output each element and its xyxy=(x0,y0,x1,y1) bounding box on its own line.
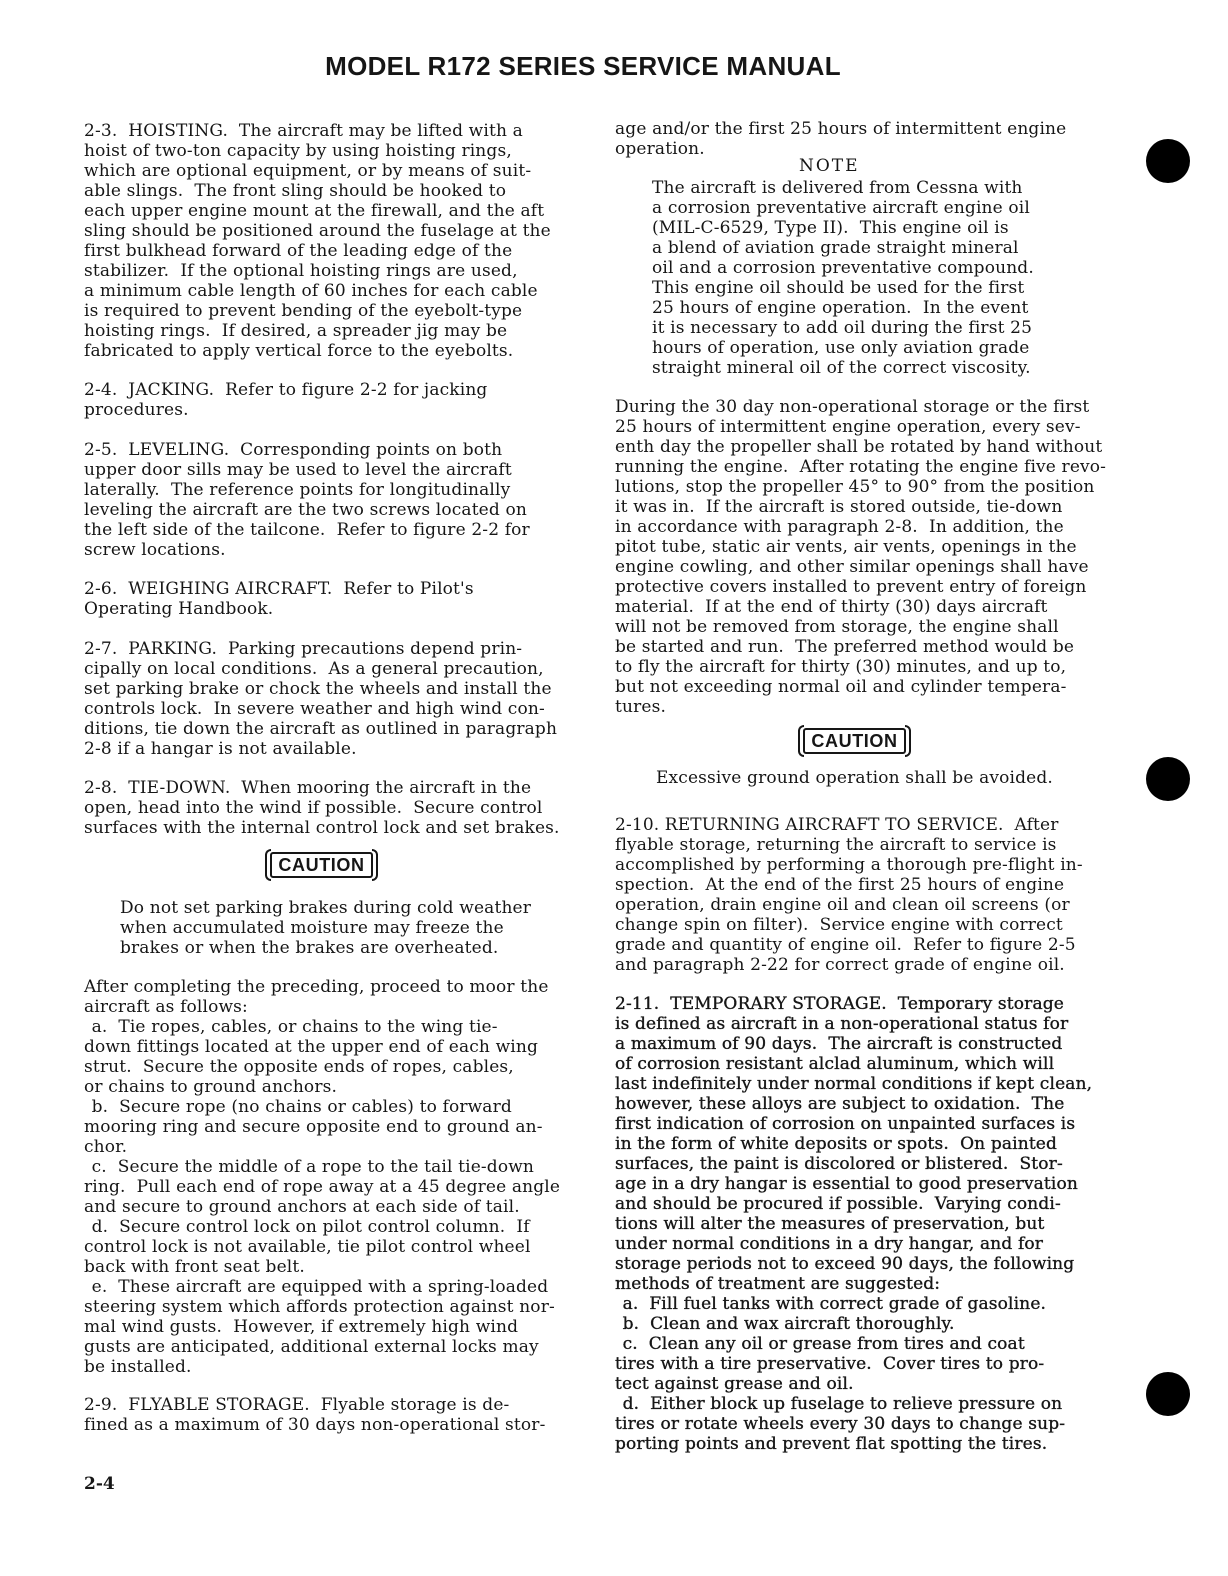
section-number: 2-5. xyxy=(84,440,118,460)
section-text: Flyable storage is de- fined as a maximum of 30 days non-operational stor- xyxy=(84,1395,546,1435)
section-title: HOISTING. xyxy=(128,121,229,141)
caution-text-body: Do not set parking brakes during cold weather when accumulated moisture may freeze the brakes or when the brakes are overheated. xyxy=(120,898,532,958)
section-title: FLYABLE STORAGE. xyxy=(128,1395,310,1415)
section-tie-down xyxy=(84,778,584,838)
punch-hole xyxy=(1146,757,1190,801)
list-item xyxy=(84,1097,584,1157)
mooring-procedure xyxy=(84,977,584,1377)
section-jacking xyxy=(84,380,584,420)
section-title: LEVELING. xyxy=(128,440,230,460)
section-number: 2-3. xyxy=(84,121,118,141)
step-text: Secure the middle of a rope to the tail tie-down ring. Pull each end of rope away at a 45 degree angle and secure to ground anchors at each side of tail. xyxy=(84,1157,561,1217)
step-letter: d. xyxy=(91,1217,109,1237)
caution-label: CAUTION xyxy=(270,852,373,878)
section-title: TIE-DOWN. xyxy=(128,778,231,798)
step-text: Either block up fuselage to relieve pressure on tires or rotate wheels every 30 days to change sup- porting points and prevent flat spotting the tires. xyxy=(615,1394,1066,1454)
section-text: After flyable storage, returning the aircraft to service is accomplished by performing a thorough pre-flight in- spection. At the end of the first 25 hours of engine operation, drain engine oil and clean oil screens (or change spin on filter). Service engine with correct grade and quantity of engine oil. Refer to figure 2-5 and paragraph 2-22 for correct grade of engine oil. xyxy=(615,815,1083,975)
flyable-storage-procedure xyxy=(615,397,1137,717)
list-item xyxy=(615,1394,1137,1454)
step-letter: c. xyxy=(91,1157,107,1177)
list-item xyxy=(615,1334,1137,1394)
section-number: 2-11. xyxy=(615,994,660,1014)
step-letter: b. xyxy=(622,1314,640,1334)
section-text: Temporary storage is defined as aircraft in a non-operational status for a maximum of 90 days. The aircraft is constructed of corrosion resistant alclad aluminum, which will last indefinitely under normal conditions if kept clean, however, these alloys are subject to oxidation. The first indication of corrosion on unpainted surfaces is in the form of white deposits or spots. On painted surfaces, the paint is discolored or blistered. Stor- age in a dry hangar is essential to good preservation and should be procured if possible. Varying condi- tions will alter the measures of preservation, but under normal conditions in a dry hangar, and for storage periods not to exceed 90 days, the following methods of treatment are suggested: xyxy=(615,994,1093,1294)
section-parking xyxy=(84,639,584,759)
step-text: Clean and wax aircraft thoroughly. xyxy=(650,1314,955,1334)
section-number: 2-8. xyxy=(84,778,118,798)
caution-label: CAUTION xyxy=(803,728,906,754)
section-text: Corresponding points on both upper door sills may be used to level the aircraft laterally. The reference points for longitudinally leveling the aircraft are the two screws located on the left side of the tailcone. Refer to figure 2-2 for screw locations. xyxy=(84,440,530,560)
section-body xyxy=(615,994,1137,1294)
section-number: 2-4. xyxy=(84,380,118,400)
step-letter: c. xyxy=(622,1334,638,1354)
section-text: Refer to Pilot's Operating Handbook. xyxy=(84,579,474,619)
section-text: Refer to figure 2-2 for jacking procedures. xyxy=(84,380,488,420)
caution-text xyxy=(656,768,1126,788)
section-title: PARKING. xyxy=(128,639,218,659)
section-text: During the 30 day non-operational storage or the first 25 hours of intermittent engine operation, every sev- enth day the propeller shall be rotated by hand without running the engine. After rotating the engine five revo- lutions, stop the propeller 45° to 90° from the position it was in. If the aircraft is stored outside, tie-down in accordance with paragraph 2-8. In addition, the pitot tube, static air vents, air vents, openings in the engine cowling, and other similar openings shall have protective covers installed to prevent entry of foreign material. If at the end of thirty (30) days aircraft will not be removed from storage, the engine shall be started and run. The preferred method would be to fly the aircraft for thirty (30) minutes, and up to, but not exceeding normal oil and cylinder tempera- tures. xyxy=(615,397,1107,717)
page-number: 2-4 xyxy=(84,1474,115,1494)
section-hoisting xyxy=(84,121,584,361)
section-title: RETURNING AIRCRAFT TO SERVICE. xyxy=(664,815,1004,835)
step-text: These aircraft are equipped with a spring-loaded steering system which affords protection against nor- mal wind gusts. However, if extremely high wind gusts are anticipated, additional external locks may be installed. xyxy=(84,1277,555,1377)
section-flyable-storage xyxy=(84,1395,584,1435)
section-text: Parking precautions depend prin- cipally on local conditions. As a general precaution, set parking brake or chock the wheels and install the controls lock. In severe weather and high wind con- ditions, tie down the aircraft as outlined in paragraph 2-8 if a hangar is not available. xyxy=(84,639,558,759)
section-title: TEMPORARY STORAGE. xyxy=(670,994,887,1014)
section-flyable-storage-continued xyxy=(615,119,1137,159)
section-number: 2-7. xyxy=(84,639,118,659)
list-item xyxy=(84,1217,584,1277)
section-number: 2-9. xyxy=(84,1395,118,1415)
section-title: JACKING. xyxy=(128,380,215,400)
step-text: Secure rope (no chains or cables) to forward mooring ring and secure opposite end to ground an- chor. xyxy=(84,1097,543,1157)
section-number: 2-10. xyxy=(615,815,660,835)
step-text: Tie ropes, cables, or chains to the wing tie- down fittings located at the upper end of each wing strut. Secure the opposite ends of ropes, cables, or chains to ground anchors. xyxy=(84,1017,538,1097)
step-letter: d. xyxy=(622,1394,640,1414)
step-text: Secure control lock on pilot control column. If control lock is not available, tie pilot control wheel back with front seat belt. xyxy=(84,1217,531,1277)
punch-hole xyxy=(1146,139,1190,183)
step-letter: a. xyxy=(91,1017,108,1037)
section-number: 2-6. xyxy=(84,579,118,599)
note-label: NOTE xyxy=(799,156,860,176)
section-weighing-aircraft xyxy=(84,579,584,619)
step-letter: b. xyxy=(91,1097,109,1117)
list-item xyxy=(84,1157,584,1217)
note-text-body: The aircraft is delivered from Cessna with a corrosion preventative aircraft engine oil (MIL-C-6529, Type II). This engine oil is a blend of aviation grade straight mineral oil and a corrosion preventative compound. This engine oil should be used for the first 25 hours of engine operation. In the event it is necessary to add oil during the first 25 hours of operation, use only aviation grade straight mineral oil of the correct viscosity. xyxy=(652,178,1034,378)
punch-hole xyxy=(1146,1372,1190,1416)
step-text: Fill fuel tanks with correct grade of gasoline. xyxy=(649,1294,1047,1314)
mooring-intro-text: After completing the preceding, proceed to moor the aircraft as follows: xyxy=(84,977,549,1017)
list-item xyxy=(84,1277,584,1377)
section-leveling xyxy=(84,440,584,560)
caution-text-body: Excessive ground operation shall be avoided. xyxy=(656,768,1053,788)
note-text xyxy=(652,178,1130,378)
list-item xyxy=(615,1314,1137,1334)
section-text: The aircraft may be lifted with a hoist of two-ton capacity by using hoisting rings, which are optional equipment, or by means of suit- able slings. The front sling should be hooked to each upper engine mount at the firewall, and the aft sling should be positioned around the fuselage at the first bulkhead forward of the leading edge of the stabilizer. If the optional hoisting rings are used, a minimum cable length of 60 inches for each cable is required to prevent bending of the eyebolt-type hoisting rings. If desired, a spreader jig may be fabricated to apply vertical force to the eyebolts. xyxy=(84,121,551,361)
caution-text xyxy=(120,898,570,958)
mooring-intro xyxy=(84,977,584,1017)
section-returning-aircraft-to-service xyxy=(615,815,1137,975)
section-title: WEIGHING AIRCRAFT. xyxy=(128,579,333,599)
section-text: age and/or the first 25 hours of intermittent engine operation. xyxy=(615,119,1067,159)
step-letter: e. xyxy=(91,1277,108,1297)
list-item xyxy=(615,1294,1137,1314)
step-text: Clean any oil or grease from tires and coat tires with a tire preservative. Cover tires to pro- tect against grease and oil. xyxy=(615,1334,1045,1394)
list-item xyxy=(84,1017,584,1097)
page-header-title: MODEL R172 SERIES SERVICE MANUAL xyxy=(325,51,841,81)
section-text: When mooring the aircraft in the open, head into the wind if possible. Secure control surfaces with the internal control lock and set brakes. xyxy=(84,778,560,838)
section-temporary-storage xyxy=(615,994,1137,1454)
step-letter: a. xyxy=(622,1294,639,1314)
